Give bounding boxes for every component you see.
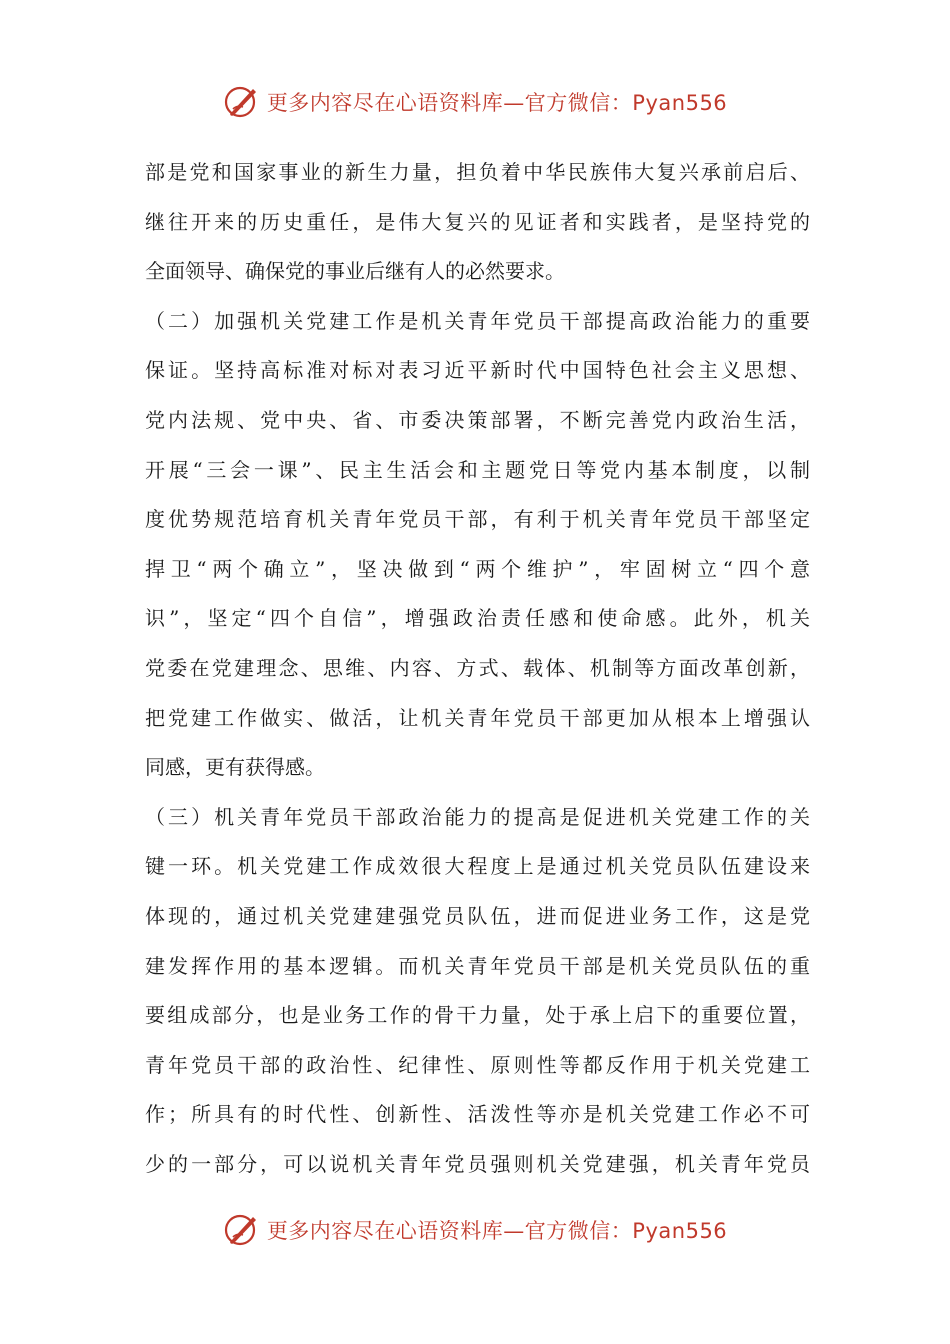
text-line: 要组成部分，也是业务工作的骨干力量，处于承上启下的重要位置， [145, 1003, 810, 1028]
text-line: 同感，更有获得感。 [145, 755, 325, 780]
text-line: 度优势规范培育机关青年党员干部，有利于机关青年党员干部坚定 [145, 507, 810, 532]
text-line: 继往开来的历史重任，是伟大复兴的见证者和实践者，是坚持党的 [145, 209, 810, 234]
text-line: 部是党和国家事业的新生力量，担负着中华民族伟大复兴承前启后、 [145, 160, 810, 184]
header-banner [0, 82, 950, 122]
text-line: 建发挥作用的基本逻辑。而机关青年党员干部是机关党员队伍的重 [145, 953, 810, 978]
text-line: （二）加强机关党建工作是机关青年党员干部提高政治能力的重要 [145, 308, 810, 333]
text-line: 全面领导、确保党的事业后继有人的必然要求。 [145, 259, 565, 284]
footer-banner-text: 更多内容尽在心语资料库—官方微信：Pyan556 [266, 1219, 728, 1243]
text-line: 保证。坚持高标准对标对表习近平新时代中国特色社会主义思想、 [145, 358, 810, 383]
text-line: 键一环。机关党建工作成效很大程度上是通过机关党员队伍建设来 [145, 854, 810, 879]
text-line: 开展“三会一课”、民主生活会和主题党日等党内基本制度，以制 [145, 457, 810, 482]
header-banner-text: 更多内容尽在心语资料库—官方微信：Pyan556 [266, 91, 728, 115]
text-line: 体现的，通过机关党建建强党员队伍，进而促进业务工作，这是党 [145, 903, 810, 928]
text-line: 党委在党建理念、思维、内容、方式、载体、机制等方面改革创新， [145, 655, 810, 680]
text-line: 青年党员干部的政治性、纪律性、原则性等都反作用于机关党建工 [145, 1052, 810, 1077]
text-line: 党内法规、党中央、省、市委决策部署，不断完善党内政治生活， [145, 407, 810, 432]
text-line: 把党建工作做实、做活，让机关青年党员干部更加从根本上增强认 [145, 705, 810, 730]
quill-pen-icon [223, 1211, 261, 1249]
footer-banner [0, 1210, 950, 1250]
text-line: （三）机关青年党员干部政治能力的提高是促进机关党建工作的关 [145, 804, 810, 829]
document-body [145, 148, 810, 1189]
text-line: 少的一部分，可以说机关青年党员强则机关党建强，机关青年党员 [145, 1151, 810, 1176]
text-line: 识”，坚定“四个自信”，增强政治责任感和使命感。此外，机关 [145, 606, 810, 631]
text-line: 捍卫“两个确立”，坚决做到“两个维护”，牢固树立“四个意 [145, 556, 810, 581]
quill-pen-icon [223, 83, 261, 121]
text-line: 作；所具有的时代性、创新性、活泼性等亦是机关党建工作必不可 [145, 1102, 810, 1127]
